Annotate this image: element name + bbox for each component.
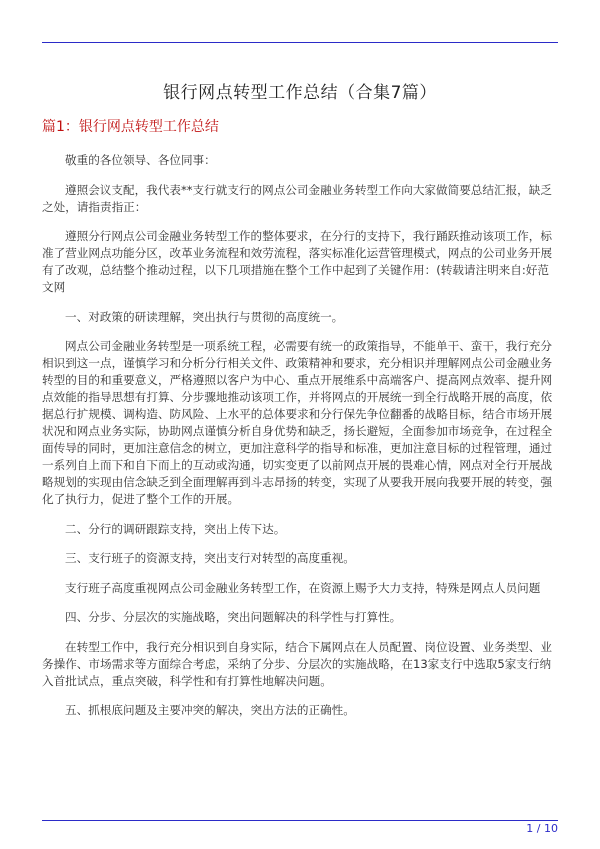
paragraph: 遵照会议支配，我代表**支行就支行的网点公司金融业务转型工作向大家做简要总结汇报，缺乏之处，请指责指正： [42,182,552,214]
paragraph-heading: 一、对政策的研读理解，突出执行与贯彻的高度统一。 [65,309,344,324]
paragraph-heading: 三、支行班子的资源支持，突出支行对转型的高度重视。 [65,551,355,565]
paragraph-heading: 四、分步、分层次的实施战略，突出问题解决的科学性与打算性。 [65,610,402,624]
section-title: 篇1：银行网点转型工作总结 [42,119,219,135]
paragraph: 网点公司金融业务转型是一项系统工程，必需要有统一的政策指导，不能单干、蛮干，我行充分相识到这一点，谨慎学习和分析分行相关文件、政策精神和要求，充分相识并理解网点公司金融业务转型的目的和重要意义，严格遵照以客户为中心、重点开展维系中高端客户、提高网点效率、提升网点效能的指导思想有打算、分步骤地推动该项工作，并将网点的开展统一到全行战略开展的高度，依据总行扩规模、调构造、防风险、上水平的总体要求和分行保先争位翻番的战略目标，结合市场开展状况和网点业务实际，协助网点谨慎分析自身优势和缺乏，扬长避短，全面参加市场竞争，在过程全面传导的同时，更加注意信念的树立，更加注意科学的指导和标准，更加注意目标的过程管理，通过一系列自上而下和自下而上的互动或沟通，切实变更了以前网点开展的畏难心情，网点对全行开展战略规划的实现由信念缺乏到全面理解再到斗志昂扬的转变，实现了从要我开展向我要开展的转变，强化了执行力，促进了整个工作的开展。 [42,339,553,506]
page-indicator: 1 / 10 [526,822,558,835]
bottom-rule [42,820,558,821]
document-body [42,152,558,732]
paragraph: 遵照分行网点公司金融业务转型工作的整体要求，在分行的支持下，我行踊跃推动该项工作，标准了营业网点功能分区，改革业务流程和效劳流程，落实标准化运营管理模式，网点的公司业务开展有了改观，总结整个推动过程，以下几项措施在整个工作中起到了关键作用：(转载请注明来自:好范文网 [42,229,553,294]
document-title: 银行网点转型工作总结（合集7篇） [163,83,437,103]
paragraph: 支行班子高度重视网点公司金融业务转型工作，在资源上赐予大力支持，特殊是网点人员问题 [65,580,541,595]
paragraph: 敬重的各位领导、各位同事： [65,153,216,167]
paragraph-heading: 五、抓根底问题及主要冲突的解决，突出方法的正确性。 [65,703,355,717]
paragraph: 在转型工作中，我行充分相识到自身实际，结合下属网点在人员配置、岗位设置、业务类型、业务操作、市场需求等方面综合考虑，采纳了分步、分层次的实施战略，在13家支行中选取5家支行纳入首批试点，重点突破，科学性和有打算性地解决问题。 [42,639,552,688]
paragraph-heading: 二、分行的调研跟踪支持，突出上传下达。 [65,521,286,536]
top-rule [42,42,558,43]
